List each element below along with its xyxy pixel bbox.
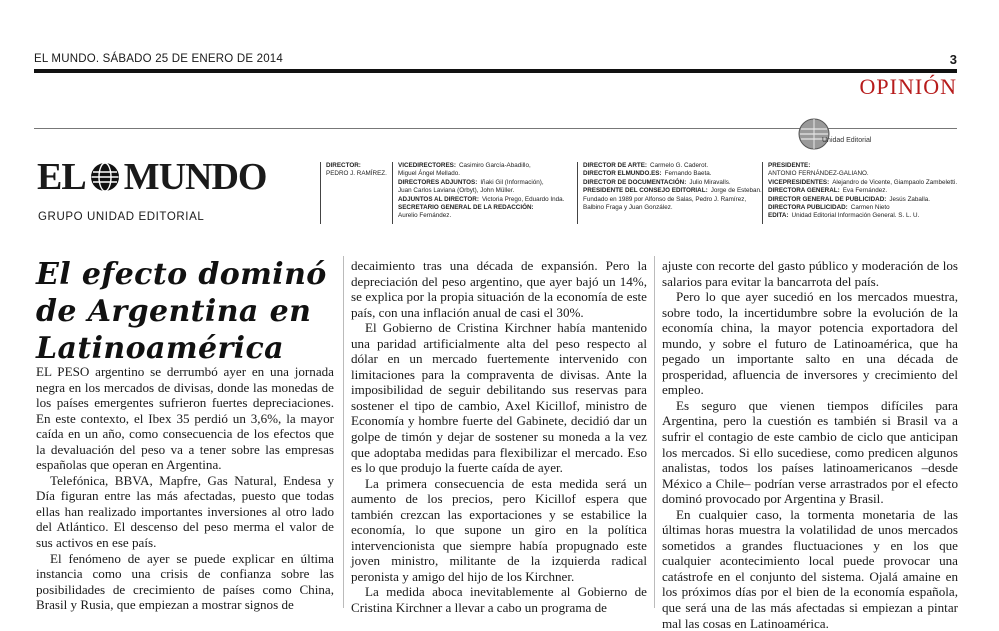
article-column-3 — [662, 258, 958, 631]
article-paragraph: El Gobierno de Cristina Kirchner había mantenido una paridad artificialmente alta del peso respecto al dólar en un mercado fuertemente intervenido con limitaciones para la compraventa de divisas. Ante la imposibilidad de seguir debilitando sus reservas para sostener el tipo de cambio, Axel Kicillof, ministro de Economía y hombre fuerte del Gabinete, decidió dar un golpe de timón y dejar de sostener su moneda a la vez que adoptaba medidas para flexibilizar el mercado. Eso es lo que produjo la fuerte caída de ayer. — [351, 320, 647, 476]
staff-role: SECRETARIO GENERAL DE LA REDACCIÓN: — [398, 204, 534, 212]
article-paragraph: Telefónica, BBVA, Mapfre, Gas Natural, Endesa y Día figuran entre las más afectadas, puesto que todas ellas han realizado importantes inversiones al otro lado del Atlántico. El descenso del peso merma el valor de sus activos en ese país. — [36, 472, 334, 551]
staff-separator — [320, 162, 321, 224]
staff-box-4 — [768, 162, 957, 221]
staff-role: DIRECTORA PUBLICIDAD: — [768, 204, 848, 212]
staff-role: PRESIDENTE DEL CONSEJO EDITORIAL: — [583, 187, 708, 195]
staff-entry — [398, 212, 564, 220]
staff-names: Eva Fernández. — [842, 187, 888, 195]
column-separator — [654, 256, 655, 608]
staff-role: EDITA: — [768, 212, 789, 220]
staff-entry — [768, 196, 957, 204]
staff-role: DIRECTOR: — [326, 162, 361, 169]
staff-entry — [583, 170, 762, 178]
staff-separator — [762, 162, 763, 224]
article-paragraph: Pero lo que ayer sucedió en los mercados muestra, sobre todo, la incertidumbre sobre la evolución de la economía china, la mayor potencia exportadora del mundo, y sobre el futuro de Latinoamérica, que ha pegado un importante salto en una década de prosperidad, afluencia de inversores y crecimiento del empleo. — [662, 289, 958, 398]
staff-names: Aurelio Fernández. — [398, 212, 452, 220]
staff-entry — [768, 204, 957, 212]
staff-names: Julio Miravalls. — [689, 178, 731, 186]
article-paragraph: ajuste con recorte del gasto público y moderación de los salarios para evitar la bancarrota del país. — [662, 258, 958, 289]
staff-names: Balbino Fraga y Juan González. — [583, 204, 673, 212]
article-column-2 — [351, 258, 647, 616]
staff-entry — [583, 204, 762, 212]
staff-entry — [398, 196, 564, 204]
staff-names: Casimiro García-Abadillo, — [458, 162, 531, 169]
staff-entry — [398, 187, 564, 195]
staff-role: PRESIDENTE: — [768, 162, 811, 169]
staff-role: DIRECTORA GENERAL: — [768, 187, 840, 195]
article-paragraph: Es seguro que vienen tiempos difíciles para Argentina, pero la cuestión es también si Brasil va a sufrir el contagio de este cambio de ciclo que anticipan los mercados. Si ello sucediese, como predicen algunos analistas, todos los países latinoamericanos –desde México a Chile– podrían verse arrastrados por el efecto dominó provocado por Argentina y Brasil. — [662, 397, 958, 507]
article-headline: El efecto dominó de Argentina en Latinoamérica — [36, 257, 327, 366]
article-column-1 — [36, 364, 334, 613]
staff-separator — [392, 162, 393, 224]
staff-entry — [583, 162, 762, 170]
article-paragraph: La primera consecuencia de esta medida será un aumento de los precios, pero Kicillof espera que también crezcan las exportaciones y se estabilice la economía, lo que supone un giro en la política intervencionista que siempre había propugnado este joven ministro, militante de la izquierda radical peronista y amigo del hijo de los Kirchner. — [351, 475, 647, 584]
dateline: EL MUNDO. SÁBADO 25 DE ENERO DE 2014 — [34, 53, 283, 65]
column-separator — [343, 256, 344, 608]
article-paragraph: La medida aboca inevitablemente al Gobierno de Cristina Kirchner a llevar a cabo un programa de — [351, 584, 647, 616]
masthead-title-left: EL — [37, 156, 86, 198]
staff-role: VICEPRESIDENTES: — [768, 178, 830, 186]
staff-names: Carmelo G. Caderot. — [650, 162, 709, 169]
article-paragraph: El fenómeno de ayer se puede explicar en última instancia como una crisis de confianza sobre las posibilidades de crecimiento de países como China, Brasil y Rusia, que empiezan a mostrar signos de — [36, 550, 334, 613]
staff-role: DIRECTORES ADJUNTOS: — [398, 178, 478, 186]
staff-names: Carmen Nieto — [850, 204, 890, 212]
staff-names: Miguel Ángel Mellado. — [398, 170, 460, 178]
staff-role: DIRECTOR DE ARTE: — [583, 162, 648, 169]
staff-entry — [768, 170, 957, 178]
staff-entry — [768, 179, 957, 187]
page-number: 3 — [949, 52, 957, 67]
staff-entry — [398, 204, 564, 212]
staff-names: ANTONIO FERNÁNDEZ-GALIANO. — [768, 170, 869, 178]
staff-names: Fundado en 1989 por Alfonso de Salas, Pedro J. Ramírez, — [583, 195, 747, 203]
unidad-editorial-logo-text: Unidad Editorial — [822, 137, 872, 144]
article-paragraph: EL PESO argentino se derrumbó ayer en una jornada negra en los mercados de divisas, donde las monedas de los países emergentes sufrieron fuertes depreciaciones. En este contexto, el Ibex 35 perdió un 3,6%, la mayor caída en un año, como consecuencia de los efectos que la devaluación del peso va a tener sobre las empresas españolas que operan en Argentina. — [36, 364, 334, 473]
staff-names: Fernando Baeta. — [664, 170, 712, 178]
staff-entry — [768, 187, 957, 195]
staff-role: DIRECTOR GENERAL DE PUBLICIDAD: — [768, 195, 887, 203]
masthead-logo — [37, 158, 266, 196]
staff-entry — [326, 170, 387, 178]
staff-names: Jorge de Esteban. — [710, 187, 762, 195]
staff-entry — [768, 212, 957, 220]
staff-box-2 — [398, 162, 564, 221]
staff-entry — [398, 170, 564, 178]
staff-role: DIRECTOR ELMUNDO.ES: — [583, 170, 662, 178]
staff-names: Alejandro de Vicente, Giampaolo Zambeletti. — [832, 178, 958, 186]
staff-role: VICEDIRECTORES: — [398, 162, 456, 169]
staff-entry — [583, 196, 762, 204]
article-paragraph: En cualquier caso, la tormenta monetaria de las últimas horas muestra la volatilidad de unos mercados sometidos a grandes fluctuaciones y en los que cualquier acontecimiento local puede provocar una catástrofe en el conjunto del sistema. Ojalá amaine en los próximos días por el bien de la economía española, que será una de las más afectadas si empiezan a pintar mal las cosas en Latinoamérica. — [662, 506, 958, 631]
staff-names: Juan Carlos Laviana (Orbyt), John Müller. — [398, 187, 515, 195]
staff-entry — [583, 179, 762, 187]
group-name: GRUPO UNIDAD EDITORIAL — [38, 211, 205, 223]
staff-entry — [398, 179, 564, 187]
staff-separator — [577, 162, 578, 224]
staff-names: Unidad Editorial Información General. S. L. U. — [791, 212, 920, 220]
unidad-editorial-logo-icon — [797, 117, 831, 151]
staff-entry — [583, 187, 762, 195]
staff-names: Jesús Zaballa. — [889, 195, 930, 203]
staff-box-3 — [583, 162, 762, 212]
masthead-title-right: MUNDO — [123, 156, 267, 198]
staff-role: DIRECTOR DE DOCUMENTACIÓN: — [583, 178, 687, 186]
staff-names: Victoria Prego, Eduardo Inda. — [481, 195, 565, 203]
section-title: OPINIÓN — [859, 74, 957, 99]
article-paragraph: decaimiento tras una década de expansión. Pero la depreciación del peso argentino, que ayer bajó un 14%, se explica por la propia situación de la economía de este país, con una inflación anual de casi el 30%. — [351, 258, 647, 320]
header-rule — [34, 69, 957, 73]
staff-names: Iñaki Gil (Información), — [480, 178, 544, 186]
staff-box-1 — [326, 162, 387, 179]
staff-role: ADJUNTOS AL DIRECTOR: — [398, 195, 479, 203]
staff-names: PEDRO J. RAMÍREZ. — [326, 170, 387, 178]
globe-icon — [90, 162, 120, 192]
